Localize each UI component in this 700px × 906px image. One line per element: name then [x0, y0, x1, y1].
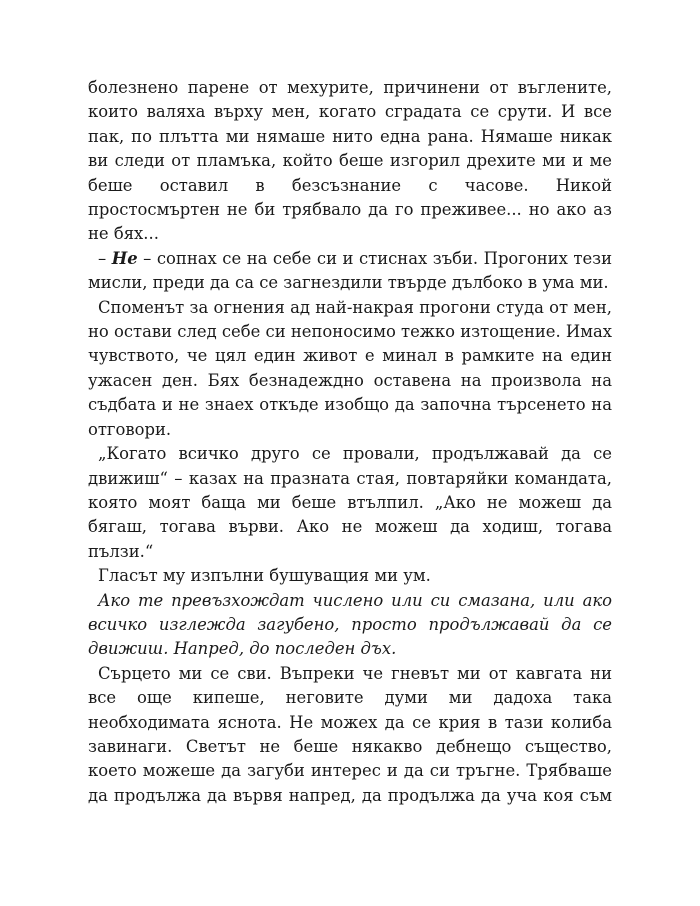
text-line: необходимата яснота. Не можех да се крия в тази колиба	[88, 712, 612, 732]
text-line: ужасен ден. Бях безнадеждно оставена на произвола на	[88, 370, 612, 390]
text-line: Ако те превъзхождат числено или си смазана, или ако	[98, 590, 612, 610]
paragraph	[88, 589, 612, 662]
dialogue-dash: –	[98, 248, 112, 268]
text-line: чувството, че цял един живот е минал в рамките на един	[88, 346, 612, 366]
text-line: която моят баща ми беше втълпил. „Ако не можеш да	[88, 492, 612, 512]
text-line: Гласът му изпълни бушуващия ми ум.	[98, 566, 431, 586]
text-line: движиш“ – казах на празната стая, повтаряйки командата,	[88, 468, 612, 488]
paragraph	[88, 247, 612, 296]
text-line: болезнено парене от мехурите, причинени от въглените,	[88, 78, 612, 97]
text-line: пълзи.“	[88, 541, 154, 561]
paragraph	[88, 662, 612, 808]
text-line: Споменът за огнения ад най-накрая прогони студа от мен,	[98, 297, 612, 317]
text-line: движиш. Напред, до последен дъх.	[88, 639, 397, 659]
paragraph	[88, 564, 612, 588]
text-line: ви следи от пламъка, който беше изгорил дрехите ми и ме	[88, 151, 612, 171]
text-line: да продължа да вървя напред, да продължа да уча коя съм	[88, 785, 612, 805]
paragraph	[88, 296, 612, 442]
text-line: завинаги. Светът не беше някакво дебнещо същество,	[88, 736, 612, 756]
text-line: но остави след себе си непоносимо тежко изтощение. Имах	[88, 322, 612, 342]
text-line: „Когато всичко друго се провали, продължавай да се	[98, 444, 612, 464]
text-line: които валяха върху мен, когато сградата се срути. И все	[88, 102, 612, 122]
text-line: бягаш, тогава върви. Ако не можеш да ходиш, тогава	[88, 517, 612, 537]
text-line: все още кипеше, неговите думи ми дадоха така	[88, 688, 612, 708]
text-line: мисли, преди да са се загнездили твърде дълбоко в ума ми.	[88, 273, 609, 293]
text-line	[88, 247, 612, 271]
book-page	[88, 76, 612, 808]
text-line: съдбата и не знаех откъде изобщо да започна търсенето на	[88, 395, 612, 415]
text-line: всичко изглежда загубено, просто продължавай да се	[88, 614, 612, 634]
paragraph	[88, 442, 612, 564]
text-line: което можеше да загуби интерес и да си тръгне. Трябваше	[88, 761, 612, 781]
text-line: Сърцето ми се сви. Въпреки че гневът ми от кавгата ни	[98, 663, 612, 683]
line-text: – сопнах се на себе си и стиснах зъби. Прогоних тези	[137, 248, 613, 268]
paragraph	[88, 76, 612, 247]
text-line: беше оставил в безсъзнание с часове. Никой	[88, 175, 612, 195]
emphasized-word: Не	[111, 248, 138, 268]
text-line: пак, по плътта ми нямаше нито една рана. Нямаше никак	[88, 126, 612, 146]
text-line: отговори.	[88, 419, 172, 439]
text-line: простосмъртен не би трябвало да го преживее... но ако аз	[88, 200, 612, 220]
text-line: не бях...	[88, 224, 159, 244]
